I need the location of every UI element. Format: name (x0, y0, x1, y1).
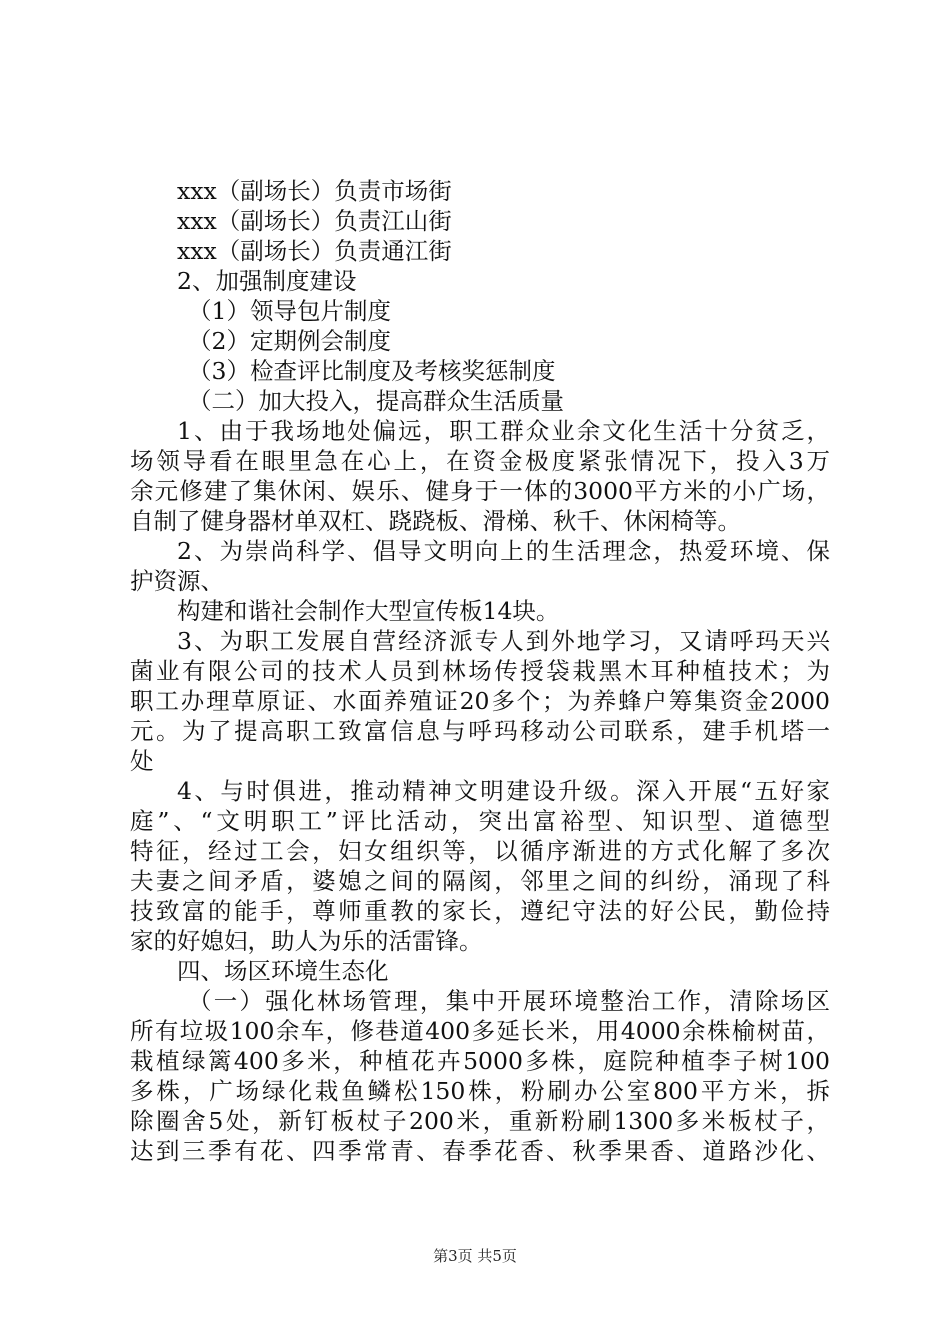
text-line: 达到三季有花、四季常青、春季花香、秋季果香、道路沙化、 (130, 1137, 830, 1165)
text-line: 自制了健身器材单双杠、跷跷板、滑梯、秋千、休闲椅等。 (130, 507, 741, 535)
document-body (130, 176, 830, 1166)
text-line: 栽植绿篱400多米，种植花卉5000多株，庭院种植李子树100 (130, 1047, 830, 1075)
section-heading: 2、加强制度建设 (177, 267, 357, 295)
section-heading: 四、场区环境生态化 (177, 957, 389, 985)
text-line: 场领导看在眼里急在心上，在资金极度紧张情况下，投入3万 (130, 447, 830, 475)
text-line: 职工办理草原证、水面养殖证20多个；为养蜂户筹集资金2000 (130, 687, 830, 715)
text-line: 夫妻之间矛盾，婆媳之间的隔阂，邻里之间的纠纷，涌现了科 (130, 867, 830, 895)
text-line: 4、与时俱进，推动精神文明建设升级。深入开展“五好家 (177, 777, 830, 805)
section-heading: （二）加大投入，提高群众生活质量 (188, 387, 564, 415)
text-line: 所有垃圾100余车，修巷道400多延长米，用4000余株榆树苗， (130, 1017, 830, 1045)
list-item: （3）检查评比制度及考核奖惩制度 (188, 357, 556, 385)
text-line: xxx（副场长）负责市场街 (177, 177, 452, 205)
text-line: 1、由于我场地处偏远，职工群众业余文化生活十分贫乏， (177, 417, 830, 445)
text-line: （一）强化林场管理，集中开展环境整治工作，清除场区 (188, 987, 830, 1015)
text-line: xxx（副场长）负责江山街 (177, 207, 452, 235)
text-line: 护资源、 (130, 567, 224, 595)
text-line: 多株，广场绿化栽鱼鳞松150株，粉刷办公室800平方米，拆 (130, 1077, 830, 1105)
text-line: 技致富的能手，尊师重教的家长，遵纪守法的好公民，勤俭持 (130, 897, 830, 925)
text-line: xxx（副场长）负责通江街 (177, 237, 452, 265)
page-number-footer: 第3页 共5页 (433, 1247, 517, 1265)
text-line: 特征，经过工会，妇女组织等，以循序渐进的方式化解了多次 (130, 837, 830, 865)
text-line: 2、为崇尚科学、倡导文明向上的生活理念，热爱环境、保 (177, 537, 830, 565)
text-line: 庭”、“文明职工”评比活动，突出富裕型、知识型、道德型 (130, 807, 830, 835)
text-line: 除圈舍5处，新钉板杖子200米，重新粉刷1300多米板杖子， (130, 1107, 830, 1135)
text-line: 构建和谐社会制作大型宣传板14块。 (177, 597, 560, 625)
text-line: 菌业有限公司的技术人员到林场传授袋栽黑木耳种植技术；为 (130, 657, 830, 685)
text-line: 余元修建了集休闲、娱乐、健身于一体的3000平方米的小广场， (130, 477, 830, 505)
text-line: 元。为了提高职工致富信息与呼玛移动公司联系，建手机塔一 (130, 717, 830, 745)
text-line: 家的好媳妇，助人为乐的活雷锋。 (130, 927, 483, 955)
text-line: 3、为职工发展自营经济派专人到外地学习，又请呼玛天兴 (177, 627, 830, 655)
list-item: （2）定期例会制度 (188, 327, 391, 355)
text-line: 处 (130, 747, 154, 775)
list-item: （1）领导包片制度 (188, 297, 391, 325)
